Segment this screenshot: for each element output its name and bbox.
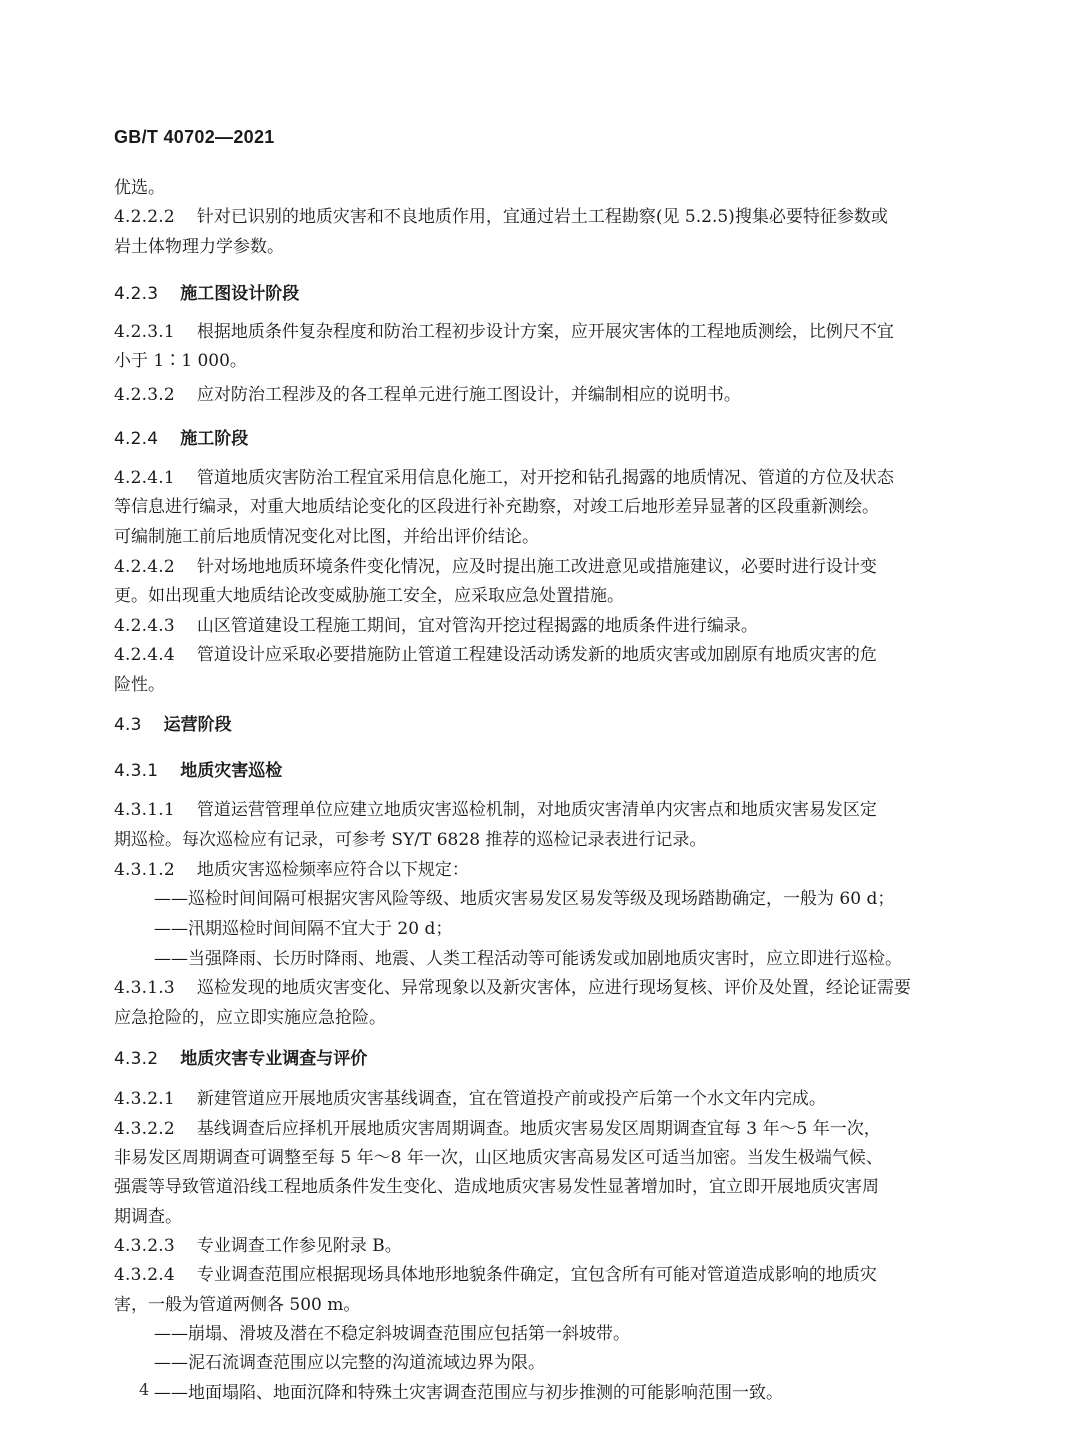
page-number: 4 (139, 1380, 150, 1399)
clause-text: 险性。 (114, 675, 165, 695)
clause-text: 强震等导致管道沿线工程地质条件发生变化、造成地质灾害易发性显著增加时，宜立即开展地质灾害周 (114, 1177, 879, 1197)
paragraph-line (114, 466, 894, 490)
clause-text: 施工阶段 (180, 429, 249, 449)
clause-text: 更。如出现重大地质结论改变威胁施工安全，应采取应急处置措施。 (114, 586, 624, 606)
clause-number: 4.3.1.1 (114, 800, 175, 820)
clause-text: 期巡检。每次巡检应有记录，可参考 SY/T 6828 推荐的巡检记录表进行记录。 (114, 830, 707, 850)
clause-text: 山区管道建设工程施工期间，宜对管沟开挖过程揭露的地质条件进行编录。 (196, 616, 758, 636)
list-item (154, 1322, 630, 1346)
paragraph-line (114, 176, 165, 200)
list-item (154, 947, 902, 971)
clause-number: 4.2.3 (114, 284, 159, 304)
paragraph-line (114, 614, 758, 638)
clause-number: 4.3.2.1 (114, 1089, 175, 1109)
paragraph-line (114, 584, 624, 608)
standard-code-header: GB/T 40702—2021 (114, 127, 275, 147)
clause-text: ——巡检时间间隔可根据灾害风险等级、地质灾害易发区易发等级及现场踏勘确定，一般为 60 d； (154, 889, 895, 909)
section-heading (114, 1047, 367, 1071)
clause-number: 4.2.4.3 (114, 616, 175, 636)
paragraph-line (114, 383, 741, 407)
paragraph-line (114, 643, 877, 667)
clause-text: ——地面塌陷、地面沉降和特殊土灾害调查范围应与初步推测的可能影响范围一致。 (154, 1383, 783, 1403)
clause-text: 根据地质条件复杂程度和防治工程初步设计方案，应开展灾害体的工程地质测绘，比例尺不宜 (196, 322, 894, 342)
clause-text: 优选。 (114, 178, 165, 198)
clause-text: 管道运营管理单位应建立地质灾害巡检机制，对地质灾害清单内灾害点和地质灾害易发区定 (196, 800, 877, 820)
list-item (154, 917, 452, 941)
list-item (154, 1381, 783, 1405)
clause-text: 地质灾害巡检 (180, 761, 283, 781)
clause-number: 4.2.4.4 (114, 645, 175, 665)
section-heading (114, 282, 299, 306)
clause-number: 4.3.2 (114, 1049, 159, 1069)
clause-text: 巡检发现的地质灾害变化、异常现象以及新灾害体，应进行现场复核、评价及处置，经论证需要 (196, 978, 911, 998)
paragraph-line (114, 320, 894, 344)
clause-text: 管道地质灾害防治工程宜采用信息化施工，对开挖和钻孔揭露的地质情况、管道的方位及状态 (196, 468, 894, 488)
clause-text: 基线调查后应择机开展地质灾害周期调查。地质灾害易发区周期调查宜每 3 年～5 年一次， (196, 1119, 881, 1139)
clause-number: 4.2.3.2 (114, 385, 175, 405)
clause-text: 非易发区周期调查可调整至每 5 年～8 年一次，山区地质灾害高易发区可适当加密。当发生极端气候、 (114, 1148, 883, 1168)
clause-number: 4.2.4.1 (114, 468, 175, 488)
clause-text: ——泥石流调查范围应以完整的沟道流域边界为限。 (154, 1353, 545, 1373)
clause-text: 施工图设计阶段 (180, 284, 300, 304)
paragraph-line (114, 1234, 402, 1258)
paragraph-line (114, 235, 284, 259)
clause-number: 4.2.4 (114, 429, 159, 449)
clause-text: 地质灾害巡检频率应符合以下规定： (196, 860, 469, 880)
clause-number: 4.3.2.4 (114, 1265, 175, 1285)
paragraph-line (114, 858, 469, 882)
clause-number: 4.3.1.3 (114, 978, 175, 998)
paragraph-line (114, 976, 911, 1000)
clause-text: 新建管道应开展地质灾害基线调查，宜在管道投产前或投产后第一个水文年内完成。 (196, 1089, 826, 1109)
section-heading (114, 427, 248, 451)
clause-text: 地质灾害专业调查与评价 (180, 1049, 368, 1069)
list-item (154, 887, 894, 911)
paragraph-line (114, 798, 877, 822)
paragraph-line (114, 495, 879, 519)
list-item (154, 1351, 545, 1375)
clause-text: 等信息进行编录，对重大地质结论变化的区段进行补充勘察，对竣工后地形差异显著的区段重新测绘。 (114, 497, 879, 517)
clause-text: 期调查。 (114, 1207, 182, 1227)
paragraph-line (114, 1117, 881, 1141)
paragraph-line (114, 1263, 877, 1287)
clause-number: 4.3.1 (114, 761, 159, 781)
clause-text: ——崩塌、滑坡及潜在不稳定斜坡调查范围应包括第一斜坡带。 (154, 1324, 630, 1344)
paragraph-line (114, 1087, 826, 1111)
clause-number: 4.2.2.2 (114, 207, 175, 227)
clause-text: 应急抢险的，应立即实施应急抢险。 (114, 1008, 386, 1028)
clause-number: 4.2.4.2 (114, 557, 175, 577)
clause-number: 4.3.2.2 (114, 1119, 175, 1139)
paragraph-line (114, 1175, 879, 1199)
clause-text: 可编制施工前后地质情况变化对比图，并给出评价结论。 (114, 527, 539, 547)
clause-text: 岩土体物理力学参数。 (114, 237, 284, 257)
clause-number: 4.3.2.3 (114, 1236, 175, 1256)
clause-number: 4.3.1.2 (114, 860, 175, 880)
paragraph-line (114, 1205, 182, 1229)
clause-number: 4.2.3.1 (114, 322, 175, 342)
clause-number: 4.3 (114, 715, 142, 735)
clause-text: ——当强降雨、长历时降雨、地震、人类工程活动等可能诱发或加剧地质灾害时，应立即进行巡检。 (154, 949, 902, 969)
clause-text: 小于 1∶1 000。 (114, 351, 247, 371)
clause-text: 针对已识别的地质灾害和不良地质作用，宜通过岩土工程勘察(见 5.2.5)搜集必要特征参数或 (196, 207, 888, 227)
clause-text: ——汛期巡检时间间隔不宜大于 20 d； (154, 919, 453, 939)
paragraph-line (114, 205, 888, 229)
clause-text: 管道设计应采取必要措施防止管道工程建设活动诱发新的地质灾害或加剧原有地质灾害的危 (196, 645, 877, 665)
paragraph-line (114, 349, 247, 373)
section-heading (114, 713, 232, 737)
clause-text: 运营阶段 (163, 715, 232, 735)
paragraph-line (114, 673, 165, 697)
clause-text: 应对防治工程涉及的各工程单元进行施工图设计，并编制相应的说明书。 (196, 385, 741, 405)
paragraph-line (114, 1293, 360, 1317)
paragraph-line (114, 1006, 386, 1030)
paragraph-line (114, 828, 706, 852)
paragraph-line (114, 525, 539, 549)
clause-text: 专业调查工作参见附录 B。 (196, 1236, 402, 1256)
paragraph-line (114, 555, 877, 579)
clause-text: 害，一般为管道两侧各 500 m。 (114, 1295, 361, 1315)
clause-text: 专业调查范围应根据现场具体地形地貌条件确定，宜包含所有可能对管道造成影响的地质灾 (196, 1265, 877, 1285)
clause-text: 针对场地地质环境条件变化情况，应及时提出施工改进意见或措施建议，必要时进行设计变 (196, 557, 877, 577)
paragraph-line (114, 1146, 883, 1170)
section-heading (114, 759, 282, 783)
